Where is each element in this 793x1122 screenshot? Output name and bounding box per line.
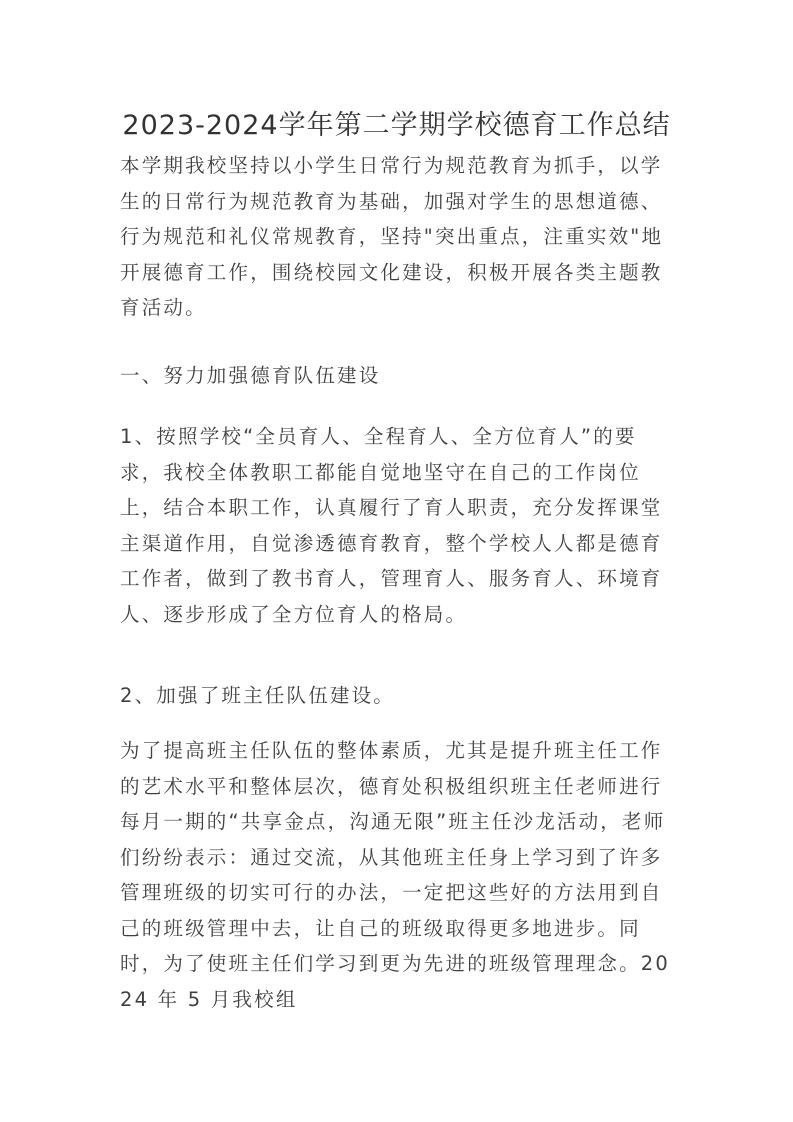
section-heading-1: 一、努力加强德育队伍建设 bbox=[120, 364, 381, 387]
item-2-heading: 2、加强了班主任队伍建设。 bbox=[120, 684, 396, 707]
item-1-paragraph: 1、按照学校“全员育人、全程育人、全方位育人”的要求，我校全体教职工都能自觉地坚守在自己的工作岗位上，结合本职工作，认真履行了育人职责，充分发挥课堂主渠道作用，自觉渗透德育教育，整个学校人人都是德育工作者，做到了教书育人，管理育人、服务育人、环境育人、逐步形成了全方位育人的格局。 bbox=[120, 425, 663, 626]
intro-paragraph: 本学期我校坚持以小学生日常行为规范教育为抓手，以学生的日常行为规范教育为基础，加强对学生的思想道德、行为规范和礼仪常规教育，坚持"突出重点，注重实效"地开展德育工作，围绕校园文化建设，积极开展各类主题教育活动。 bbox=[120, 154, 664, 319]
document-title: 2023-2024学年第二学期学校德育工作总结 bbox=[122, 110, 671, 141]
item-2-paragraph: 为了提高班主任队伍的整体素质，尤其是提升班主任工作的艺术水平和整体层次，德育处积极组织班主任老师进行每月一期的“共享金点，沟通无限”班主任沙龙活动，老师们纷纷表示：通过交流，从其他班主任身上学习到了许多管理班级的切实可行的办法，一定把这些好的方法用到自己的班级管理中去，让自己的班级取得更多地进步。同时，为了使班主任们学习到更为先进的班级管理理念。2024 年 5 月我校组 bbox=[120, 739, 671, 1011]
